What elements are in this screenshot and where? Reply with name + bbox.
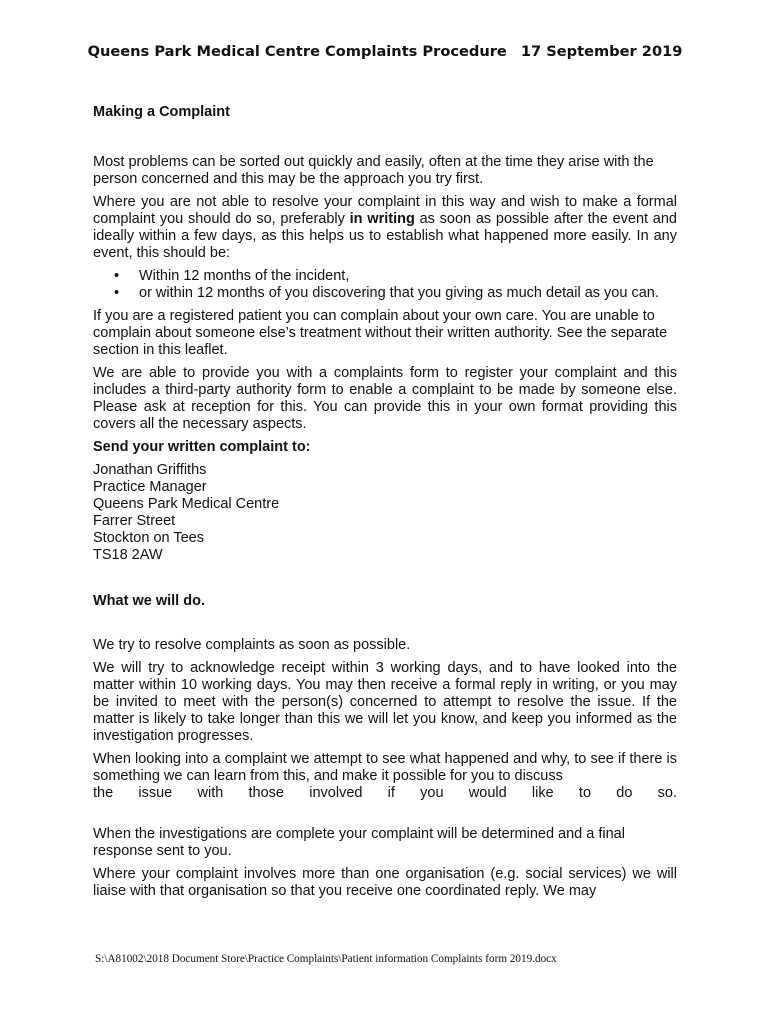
- address-line: Practice Manager: [93, 479, 207, 495]
- address-line: Jonathan Griffiths: [93, 462, 207, 478]
- send-complaint-heading: Send your written complaint to:: [93, 439, 311, 455]
- list-item: • or within 12 months of you discovering that you giving as much detail as you can.: [93, 285, 677, 302]
- paragraph-looking-into-last-line: the issue with those involved if you would like to do so.: [93, 785, 677, 801]
- address-line: Queens Park Medical Centre: [93, 496, 280, 512]
- section-heading-making-complaint: Making a Complaint: [93, 104, 230, 120]
- section-heading-what-we-will-do: What we will do.: [93, 593, 205, 609]
- paragraph-investigations-complete: When the investigations are complete your complaint will be determined and a final response sent to you.: [93, 826, 625, 859]
- paragraph-multiple-organisations: Where your complaint involves more than one organisation (e.g. social services) we will liaise with that organisation so that you receive one coordinated reply. We may: [93, 866, 677, 899]
- postal-address: [93, 462, 677, 564]
- paragraph-acknowledge: We will try to acknowledge receipt within 3 working days, and to have looked into the matter within 10 working days. You may then receive a formal reply in writing, or you may be invited to meet with the person(s) concerned to attempt to resolve the issue. If the matter is likely to take longer than this we will let you know, and keep you informed as the investigation progresses.: [93, 660, 677, 744]
- address-line: Farrer Street: [93, 513, 176, 529]
- paragraph-formal-after: as soon as possible after the event and ideally within a few days, as this helps us to establish what happened more easily. In any event, this should be:: [93, 211, 677, 261]
- page-header: [0, 43, 770, 60]
- list-item: • Within 12 months of the incident,: [93, 268, 677, 285]
- address-line: Stockton on Tees: [93, 530, 204, 546]
- header-title: Queens Park Medical Centre Complaints Procedure: [87, 43, 507, 60]
- time-limit-list: [93, 268, 677, 302]
- paragraph-complaints-form: We are able to provide you with a complaints form to register your complaint and this includes a third-party authority form to enable a complaint to be made by someone else. Please ask at reception for this. You can provide this in your own format providing this covers all the necessary aspects.: [93, 365, 677, 432]
- header-date: 17 September 2019: [520, 43, 683, 60]
- paragraph-resolve: We try to resolve complaints as soon as possible.: [93, 637, 411, 653]
- paragraph-registered-patient: If you are a registered patient you can complain about your own care. You are unable to complain about someone else’s treatment without their written authority. See the separate section in this leaflet.: [93, 308, 668, 358]
- paragraph-intro: Most problems can be sorted out quickly and easily, often at the time they arise with the person concerned and this may be the approach you try first.: [93, 154, 654, 187]
- document-body: [93, 104, 677, 900]
- paragraph-looking-into: When looking into a complaint we attempt to see what happened and why, to see if there is something we can learn from this, and make it possible for you to discuss: [93, 751, 677, 784]
- address-line: TS18 2AW: [93, 547, 163, 563]
- paragraph-formal-complaint: [93, 194, 677, 262]
- footer-file-path: S:\A81002\2018 Document Store\Practice Complaints\Patient information Complaints form 2019.docx: [95, 953, 557, 965]
- paragraph-formal-before: Where you are not able to resolve your complaint in this way and wish to make a formal complaint you should do so, preferably: [93, 194, 677, 227]
- emphasis-in-writing: in writing: [349, 211, 415, 227]
